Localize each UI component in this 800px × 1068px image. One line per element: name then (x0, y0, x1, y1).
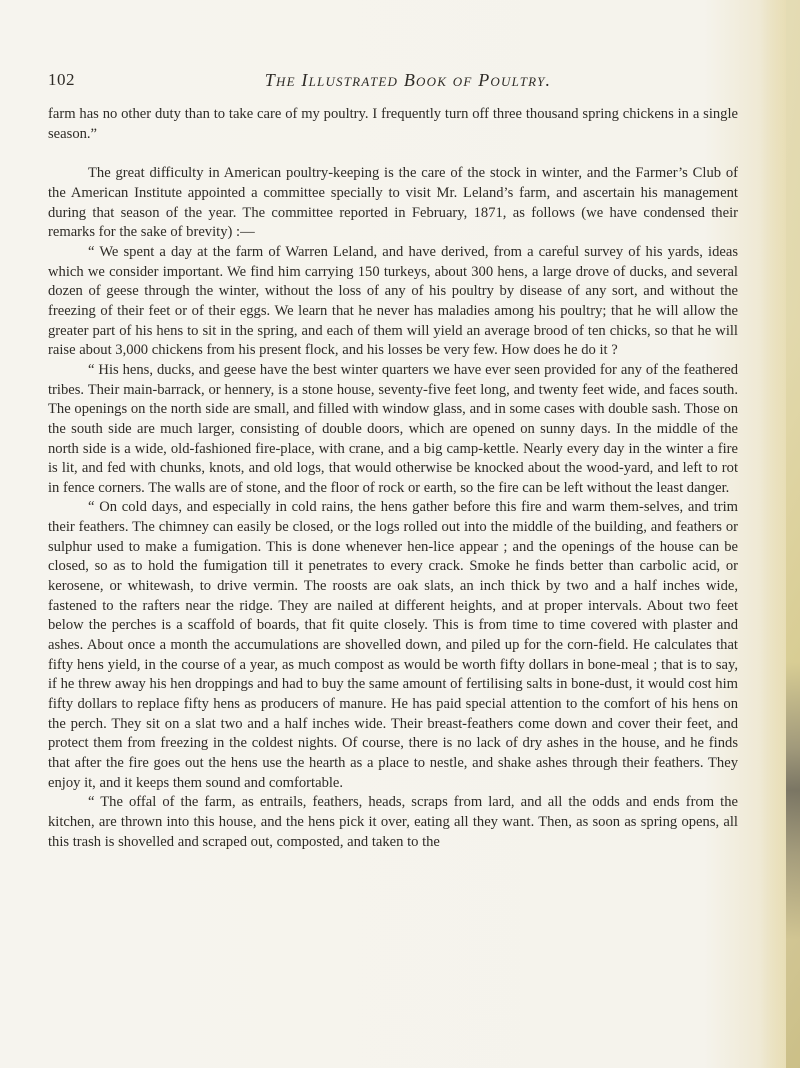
quoted-paragraph: “ On cold days, and especially in cold rains, the hens gather before this fire and warm them-selves, and trim their feathers. The chimney can easily be closed, or the logs rolled out into the middle of the building, and feathers or sulphur used to make a fumigation. This is done whenever hen-lice appear ; and the openings of the house can be closed, so as to hold the fumigation till it penetrates to every crack. Smoke he finds better than carbolic acid, or kerosene, or whitewash, to drive vermin. The roosts are oak slats, an inch thick by two and a half inches wide, fastened to the rafters near the ridge. They are nailed at different heights, and at proper intervals. About two feet below the perches is a scaffold of boards, that fit quite closely. This is from time to time covered with plaster and ashes. About once a month the accumulations are shovelled down, and piled up for the corn-field. He calculates that fifty hens yield, in the course of a year, as much compost as would be worth fifty dollars in bone-meal ; that is to say, if he threw away his hen droppings and had to buy the same amount of fertilising salts in bone-dust, it would cost him fifty dollars to replace fifty hens as producers of manure. He has paid special attention to the comfort of his hens on the perch. They sit on a slat two and a half inches wide. Their breast-feathers come down and cover their feet, and protect them from freezing in the coldest nights. Of course, there is no lack of dry ashes in the house, and he finds that after the fire goes out the hens use the hearth as a place to nestle, and shake ashes through their feathers. They enjoy it, and it keeps them sound and comfortable. (48, 499, 738, 791)
body-text (48, 105, 738, 852)
quoted-paragraph: “ His hens, ducks, and geese have the best winter quarters we have ever seen provided for any of the feathered tribes. Their main-barrack, or hennery, is a stone house, seventy-five feet long, and twenty feet wide, and faces south. The openings on the north side are small, and filled with window glass, and in some cases with double sash. Those on the south side are much larger, consisting of double doors, which are opened on sunny days. In the middle of the north side is a wide, old-fashioned fire-place, with crane, and a big camp-kettle. Nearly every day in the winter a fire is lit, and fed with chunks, knots, and old logs, that would otherwise be knocked about the wood-yard, and left to rot in fence corners. The walls are of stone, and the floor of rock or earth, so the fire can be left without the least danger. (48, 361, 738, 496)
quoted-paragraph: “ The offal of the farm, as entrails, feathers, heads, scraps from lard, and all the odds and ends from the kitchen, are thrown into this house, and the hens pick it over, eating all they want. Then, as soon as spring opens, all this trash is shovelled and scraped out, composted, and taken to the (48, 794, 738, 850)
quoted-paragraph: “ We spent a day at the farm of Warren Leland, and have derived, from a careful survey of his yards, ideas which we consider important. We find him carrying 150 turkeys, about 300 hens, a large drove of ducks, and several dozen of geese through the winter, without the loss of any of his poultry by disease of any sort, and without the freezing of their feet or of their eggs. We learn that he never has maladies among his poultry; that he will allow the greater part of his hens to sit in the spring, and each of them will yield an average brood of ten chicks, so that he will raise about 3,000 chickens from his present flock, and his losses be very few. How does he do it ? (48, 243, 738, 359)
paragraph-continued: farm has no other duty than to take care of my poultry. I frequently turn off three thousand spring chickens in a single season.” (48, 106, 738, 142)
page-header (48, 70, 728, 94)
running-title: The Illustrated Book of Poultry. (264, 70, 552, 90)
paragraph: The great difficulty in American poultry-keeping is the care of the stock in winter, and the Farmer’s Club of the American Institute appointed a committee specially to visit Mr. Leland’s farm, and ascertain his management during that season of the year. The committee reported in February, 1871, as follows (we have condensed their remarks for the sake of brevity) :— (48, 165, 738, 241)
page-edge-strip (786, 0, 800, 1068)
page-number: 102 (48, 70, 75, 89)
